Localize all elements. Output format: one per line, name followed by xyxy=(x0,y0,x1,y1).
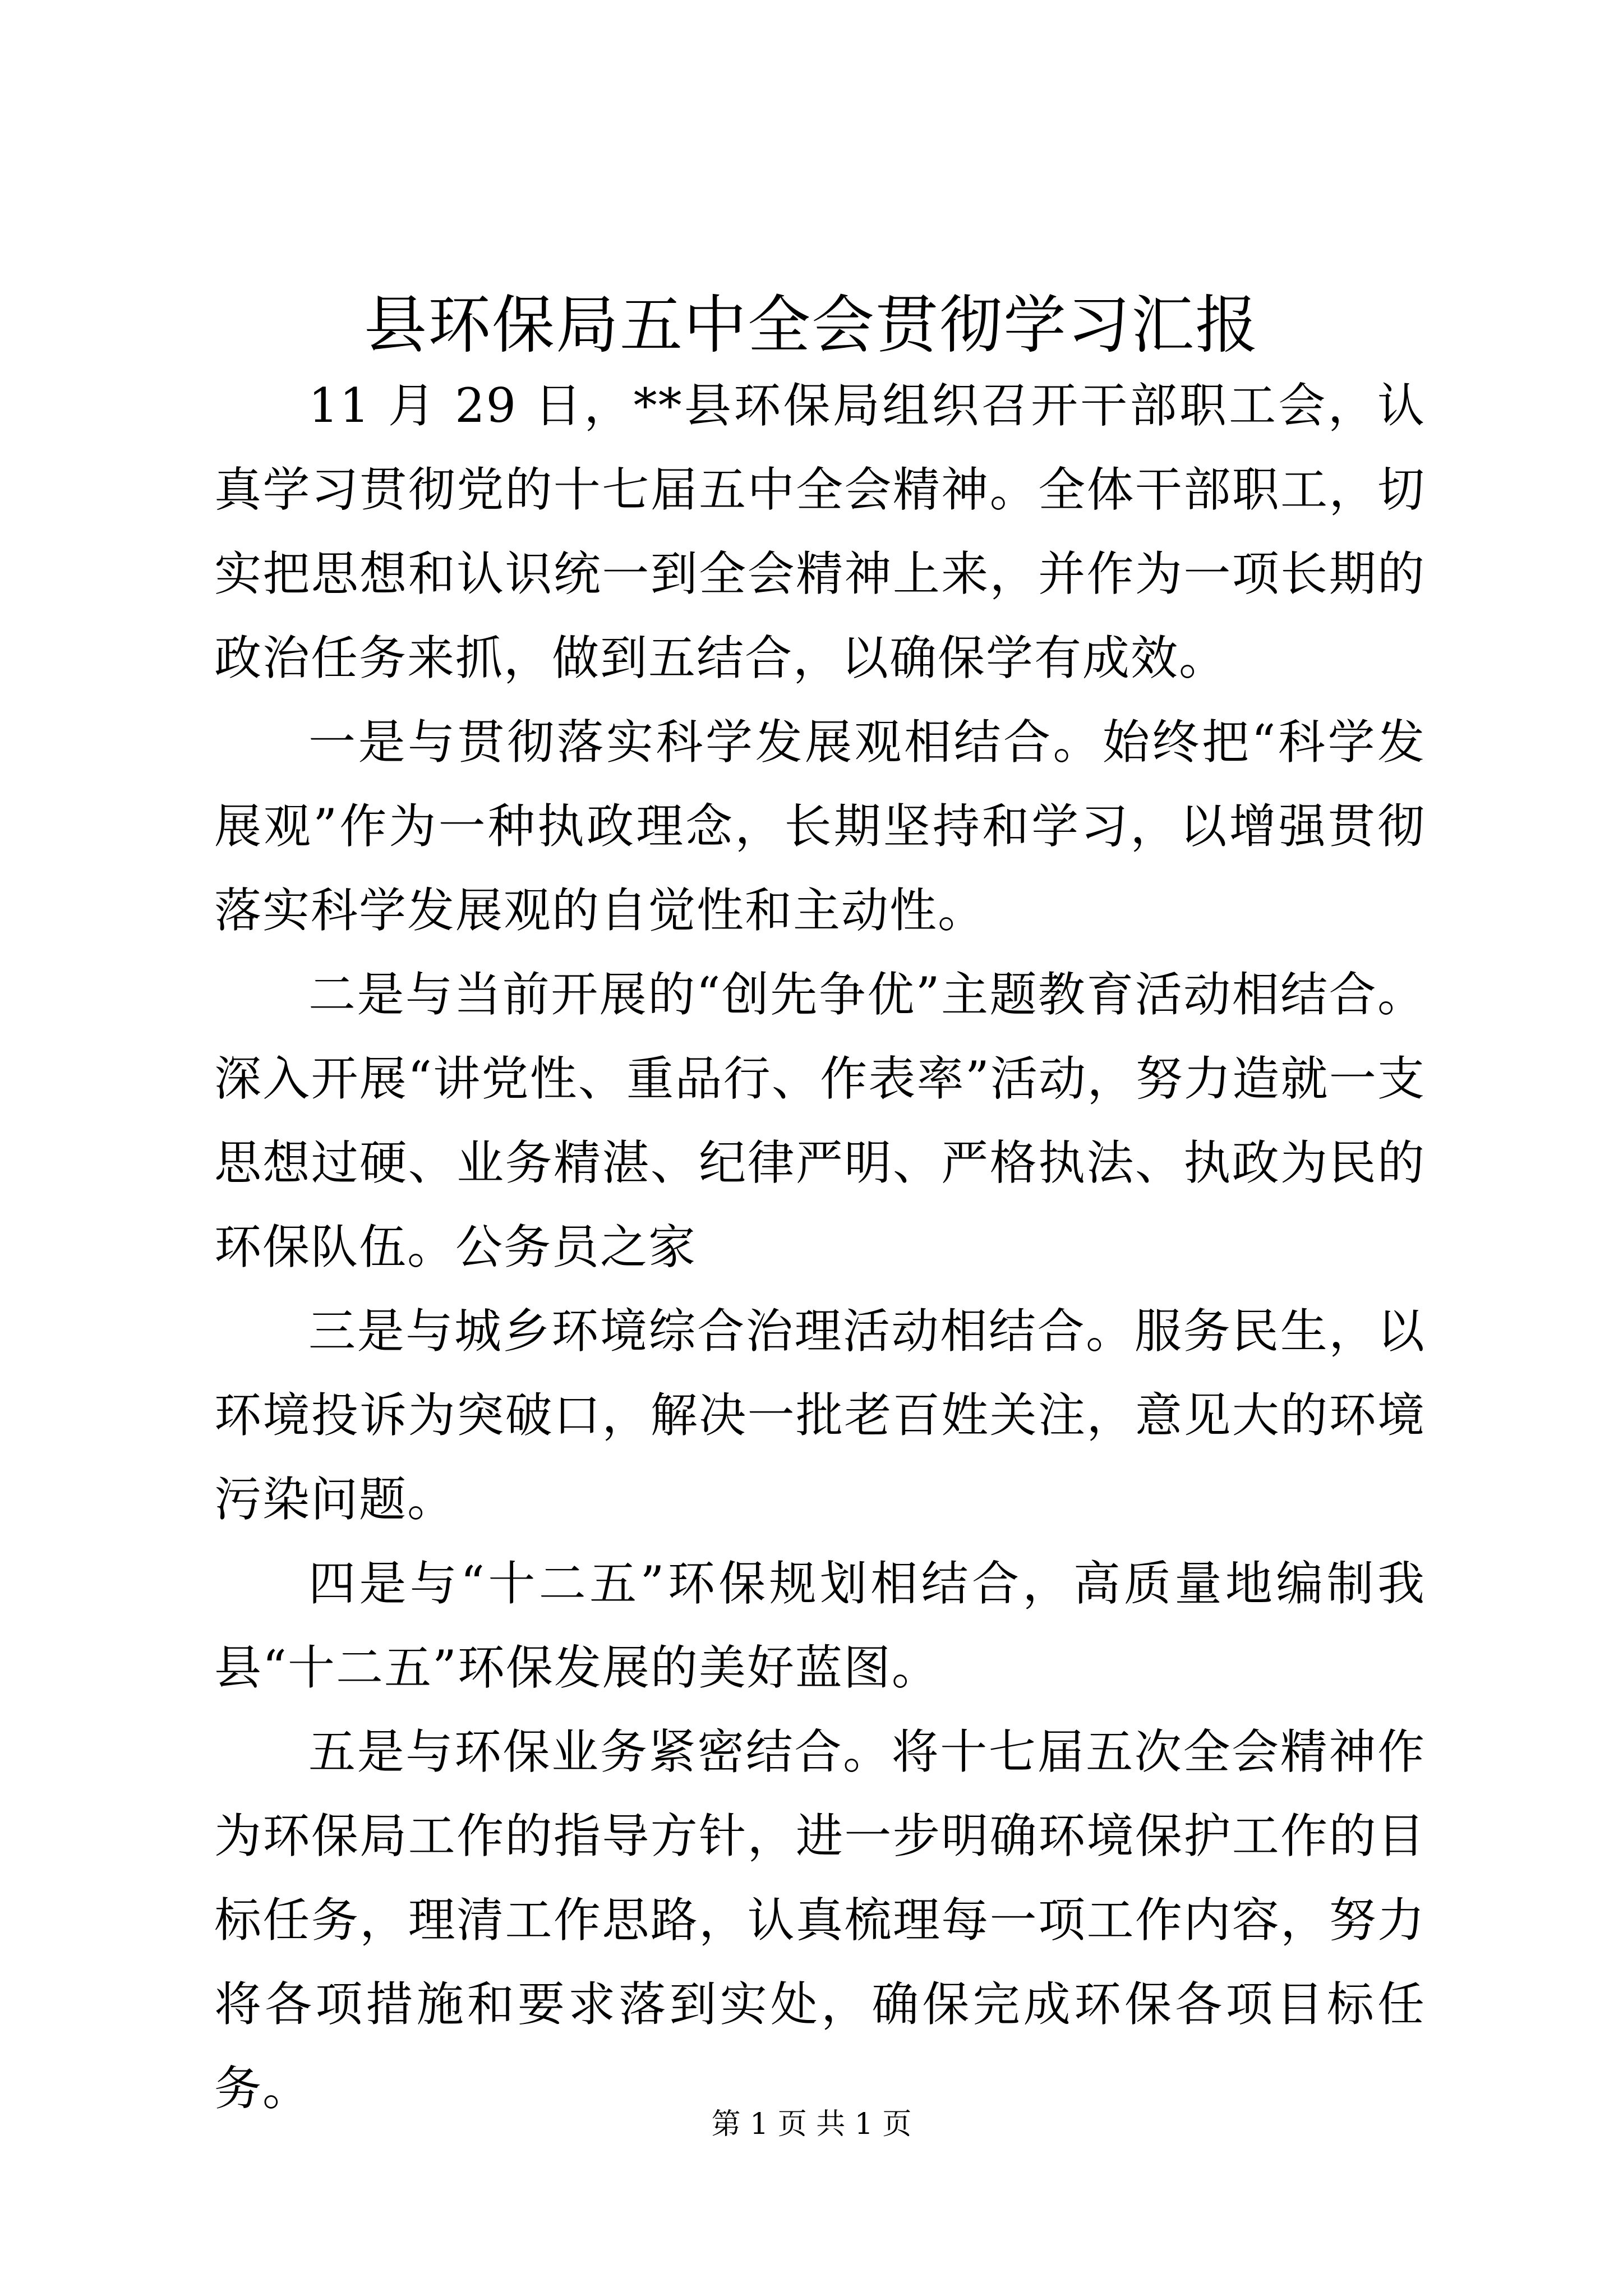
paragraph-point-3: 三是与城乡环境综合治理活动相结合。服务民生，以环境投诉为突破口，解决一批老百姓关注，意见大的环境污染问题。 xyxy=(214,1304,1426,1527)
paragraph-point-2: 二是与当前开展的“创先争优”主题教育活动相结合。深入开展“讲党性、重品行、作表率”活动，努力造就一支思想过硬、业务精湛、纪律严明、严格执法、执政为民的环保队伍。公务员之家 xyxy=(214,967,1426,1274)
document-body xyxy=(214,364,1426,2131)
paragraph-point-4: 四是与“十二五”环保规划相结合，高质量地编制我县“十二五”环保发展的美好蓝图。 xyxy=(214,1556,1426,1695)
page-footer: 第 1 页 共 1 页 xyxy=(711,2108,912,2141)
paragraph-point-1: 一是与贯彻落实科学发展观相结合。始终把“科学发展观”作为一种执政理念，长期坚持和学习，以增强贯彻落实科学发展观的自觉性和主动性。 xyxy=(214,715,1426,938)
paragraph-intro: 11 月 29 日，**县环保局组织召开干部职工会，认真学习贯彻党的十七届五中全会精神。全体干部职工，切实把思想和认识统一到全会精神上来，并作为一项长期的政治任务来抓，做到五结合，以确保学有成效。 xyxy=(214,378,1426,685)
document-title: 县环保局五中全会贯彻学习汇报 xyxy=(364,289,1259,362)
paragraph-point-5: 五是与环保业务紧密结合。将十七届五次全会精神作为环保局工作的指导方针，进一步明确环境保护工作的目标任务，理清工作思路，认真梳理每一项工作内容，努力将各项措施和要求落到实处，确保完成环保各项目标任务。 xyxy=(214,1724,1426,2116)
